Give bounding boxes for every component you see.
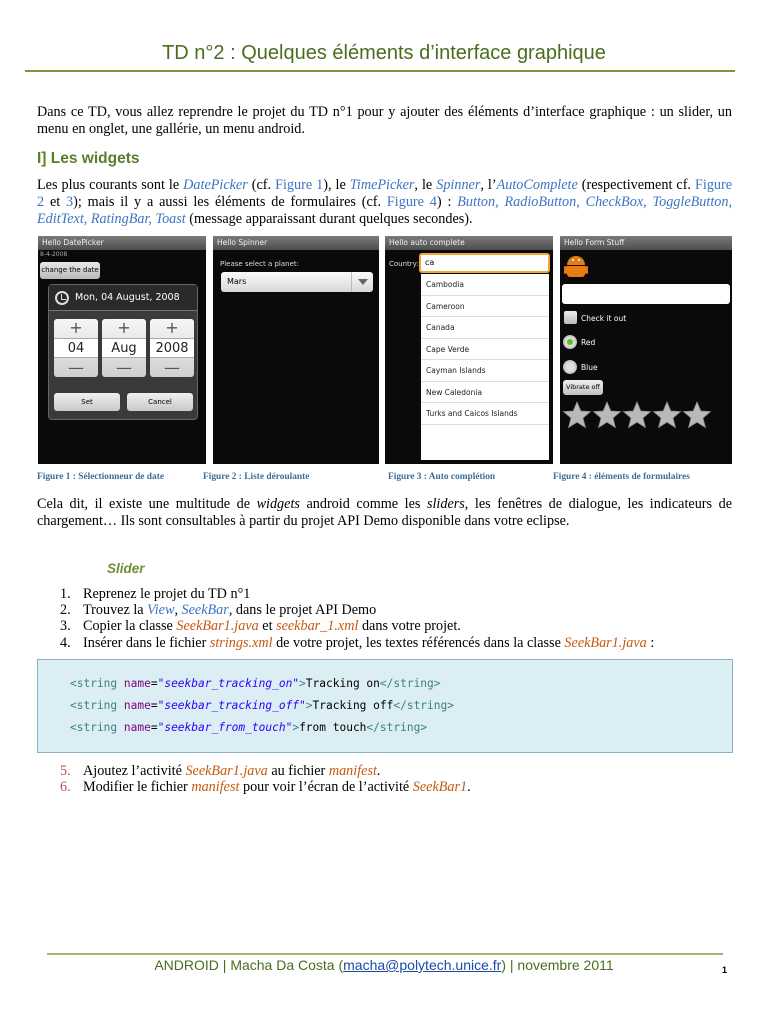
suggestion-item[interactable]: Cayman Islands <box>421 360 549 382</box>
text-run: de votre projet, les textes référencés dans la classe <box>272 634 565 651</box>
xml-attribute-value: "seekbar_tracking_on" <box>157 677 300 690</box>
form-widgets-list: Button, RadioButton, CheckBox, ToggleButton, EditText, RatingBar, Toast <box>37 194 733 227</box>
xml-text: Tracking off <box>312 699 394 712</box>
app-titlebar: Hello DatePicker <box>38 236 206 250</box>
text-run: , l’ <box>480 177 497 193</box>
suggestion-list <box>421 274 549 460</box>
decrement-icon[interactable]: — <box>116 358 132 377</box>
xml-text: Tracking on <box>305 677 380 690</box>
list-item <box>60 602 740 618</box>
planet-prompt: Please select a planet: <box>220 260 300 268</box>
text-run: sliders <box>426 496 465 512</box>
xml-open-tag: <string <box>70 699 124 712</box>
xml-bracket: > <box>305 699 313 712</box>
item-number: 1. <box>60 586 71 602</box>
item-number: 6. <box>60 779 71 796</box>
checkbox-label: Check it out <box>581 314 627 323</box>
xml-text: from touch <box>299 721 367 734</box>
intro-paragraph: Dans ce TD, vous allez reprendre le projet du TD n°1 pour y ajouter des éléments d’interface graphique : un slider, un menu en onglet, une gallérie, un menu android. <box>37 104 732 137</box>
xml-open-tag: <string <box>70 721 124 734</box>
xml-equals: = <box>150 721 158 734</box>
list-item <box>60 635 740 651</box>
star-icon[interactable] <box>622 400 652 430</box>
xml-open-tag: <string <box>70 677 124 690</box>
text-run: dans votre projet. <box>358 618 461 635</box>
xml-close-tag: </string> <box>379 677 441 690</box>
list-item <box>60 586 740 602</box>
month-value: Aug <box>102 338 146 358</box>
xml-close-tag: </string> <box>366 721 428 734</box>
text-run: et <box>44 194 67 210</box>
text-run: Trouvez la <box>83 602 148 619</box>
rating-bar[interactable] <box>562 400 712 430</box>
item-number: 4. <box>60 634 71 651</box>
autocomplete-term: AutoComplete <box>496 177 578 193</box>
text-run: (respectivement cf. <box>577 177 695 193</box>
suggestion-item[interactable]: Canada <box>421 317 549 339</box>
screenshot-autocomplete <box>385 236 553 464</box>
year-spinner[interactable] <box>150 319 194 377</box>
text-run: au fichier <box>267 763 329 779</box>
month-spinner[interactable] <box>102 319 146 377</box>
code-line <box>70 677 441 691</box>
item-number: 5. <box>60 763 71 779</box>
xml-bracket: > <box>299 677 306 690</box>
dropdown-arrow-icon[interactable] <box>351 272 373 292</box>
text-run: ) : <box>436 194 458 210</box>
app-titlebar: Hello Spinner <box>213 236 379 250</box>
xml-equals: = <box>150 677 158 690</box>
radio-red-label: Red <box>581 338 596 347</box>
caption-figure-2: Figure 2 : Liste déroulante <box>203 472 310 482</box>
section-heading-widgets: I] Les widgets <box>37 150 140 167</box>
text-run: . <box>376 763 381 779</box>
suggestion-item[interactable]: New Caledonia <box>421 382 549 404</box>
list-item <box>60 763 740 779</box>
text-run: : <box>646 634 655 651</box>
text-run: , dans le projet API Demo <box>228 602 377 619</box>
text-run: android comme les <box>299 496 427 512</box>
figure-2-ref[interactable]: Figure 2 <box>37 177 733 210</box>
cancel-button[interactable]: Cancel <box>127 393 193 411</box>
increment-icon[interactable]: + <box>117 318 131 337</box>
page-number: 1 <box>722 965 728 975</box>
footer-rule <box>47 953 723 955</box>
text-run: pour voir l’écran de l’activité <box>239 779 413 796</box>
xml-attribute: name <box>123 699 151 712</box>
caption-figure-1: Figure 1 : Sélectionneur de date <box>37 472 164 482</box>
text-run: ); mais il y a aussi les éléments de formulaires (cf. <box>73 194 387 210</box>
caption-figure-3: Figure 3 : Auto complétion <box>388 472 496 482</box>
clock-icon <box>55 291 69 305</box>
text-run: , <box>174 602 182 619</box>
increment-icon[interactable]: + <box>165 318 179 337</box>
text-run: Ajoutez l’activité <box>83 763 186 779</box>
caption-figure-4: Figure 4 : éléments de formulaires <box>553 472 690 482</box>
footer-text: ANDROID | Macha Da Costa ( <box>154 957 344 973</box>
planet-select[interactable] <box>221 272 373 292</box>
text-run: manifest <box>191 779 240 796</box>
set-button[interactable]: Set <box>54 393 120 411</box>
selected-planet: Mars <box>227 277 247 286</box>
decrement-icon[interactable]: — <box>68 358 84 377</box>
day-value: 04 <box>54 338 98 358</box>
xml-attribute: name <box>123 721 151 734</box>
slider-steps-list <box>60 586 740 651</box>
text-run: seekbar_1.xml <box>276 618 359 635</box>
item-number: 2. <box>60 602 71 619</box>
dialog-title: Mon, 04 August, 2008 <box>49 285 197 311</box>
day-spinner[interactable] <box>54 319 98 377</box>
screenshot-spinner <box>213 236 379 464</box>
text-run: , le <box>414 177 437 193</box>
country-input[interactable]: ca <box>419 253 550 273</box>
suggestion-item[interactable]: Cameroon <box>421 296 549 318</box>
author-email-link[interactable]: macha@polytech.unice.fr <box>343 957 502 973</box>
text-run: . <box>467 779 471 796</box>
text-run: Modifier le fichier <box>83 779 192 796</box>
text-run: Insérer dans le fichier <box>83 634 210 651</box>
text-run: SeekBar1.java <box>185 763 268 779</box>
android-robot-icon[interactable] <box>564 254 588 280</box>
page-footer <box>0 957 768 973</box>
change-date-button[interactable]: change the date <box>40 262 100 279</box>
radio-red[interactable] <box>563 335 577 349</box>
widgets-paragraph <box>37 177 732 228</box>
text-run: strings.xml <box>209 634 273 651</box>
text-run: SeekBar1 <box>412 779 468 796</box>
slider-steps-list-continued <box>60 763 740 795</box>
decrement-icon[interactable]: — <box>164 358 180 377</box>
text-run: et <box>258 618 277 635</box>
date-dialog <box>48 284 198 420</box>
suggestion-item[interactable]: Cambodia <box>421 274 549 296</box>
xml-attribute-value: "seekbar_from_touch" <box>157 721 293 734</box>
suggestion-item[interactable]: Cape Verde <box>421 339 549 361</box>
app-titlebar: Hello Form Stuff <box>560 236 732 250</box>
datepicker-term: DatePicker <box>183 177 248 193</box>
code-block <box>37 659 733 753</box>
widgets-note-paragraph <box>37 496 732 530</box>
app-titlebar: Hello auto complete <box>385 236 553 250</box>
suggestion-item[interactable]: Turks and Caicos Islands <box>421 403 549 425</box>
text-run: Cela dit, il existe une multitude de <box>37 496 257 512</box>
figure-1-ref[interactable]: Figure 1 <box>275 177 324 193</box>
text-run: widgets <box>256 496 300 512</box>
year-value: 2008 <box>150 338 194 358</box>
vibrate-toggle-button[interactable]: Vibrate off <box>563 380 603 395</box>
text-run: (message apparaissant durant quelques secondes). <box>185 211 473 227</box>
text-run: SeekBar <box>181 602 229 619</box>
country-label: Country: <box>389 260 419 268</box>
checkbox[interactable] <box>564 311 577 324</box>
footer-text: ) | novembre 2011 <box>501 957 614 973</box>
xml-close-tag: </string> <box>393 699 454 712</box>
figure-3-ref[interactable]: 3 <box>66 194 74 210</box>
figure-4-ref[interactable]: Figure 4 <box>386 194 437 210</box>
section-heading-slider: Slider <box>107 561 145 576</box>
code-line <box>70 721 427 735</box>
text-run: Copier la classe <box>83 618 177 635</box>
text-run: manifest <box>328 763 377 779</box>
code-line <box>70 699 454 713</box>
text-run: Reprenez le projet du TD n°1 <box>83 586 251 602</box>
item-number: 3. <box>60 618 71 635</box>
increment-icon[interactable]: + <box>69 318 83 337</box>
edit-text-field[interactable] <box>562 284 730 304</box>
xml-equals: = <box>150 699 158 712</box>
star-icon[interactable] <box>682 400 712 430</box>
xml-attribute-value: "seekbar_tracking_off" <box>157 699 306 712</box>
spinner-term: Spinner <box>436 177 481 193</box>
text-run: Les plus courants sont le <box>37 177 184 193</box>
text-run: ), le <box>323 177 350 193</box>
xml-attribute: name <box>123 677 151 690</box>
date-readout: 8-4-2008 <box>40 251 68 258</box>
document-title: TD n°2 : Quelques éléments d’interface graphique <box>162 42 606 64</box>
text-run: , les fenêtres de dialogue, les indicateurs de chargement… Ils sont consultables à partir du projet API Demo disponible dans votre eclipse. <box>37 496 732 529</box>
text-run: SeekBar1.java <box>564 634 647 651</box>
header-rule <box>25 70 735 72</box>
star-icon[interactable] <box>652 400 682 430</box>
screenshot-datepicker <box>38 236 206 464</box>
list-item <box>60 779 740 795</box>
text-run: (cf. <box>247 177 276 193</box>
list-item <box>60 618 740 634</box>
xml-bracket: > <box>292 721 300 734</box>
timepicker-term: TimePicker <box>349 177 415 193</box>
star-icon[interactable] <box>592 400 622 430</box>
radio-blue[interactable] <box>563 360 577 374</box>
text-run: SeekBar1.java <box>176 618 259 635</box>
screenshot-form-stuff <box>560 236 732 464</box>
text-run: View <box>147 602 175 619</box>
radio-blue-label: Blue <box>581 363 598 372</box>
star-icon[interactable] <box>562 400 592 430</box>
